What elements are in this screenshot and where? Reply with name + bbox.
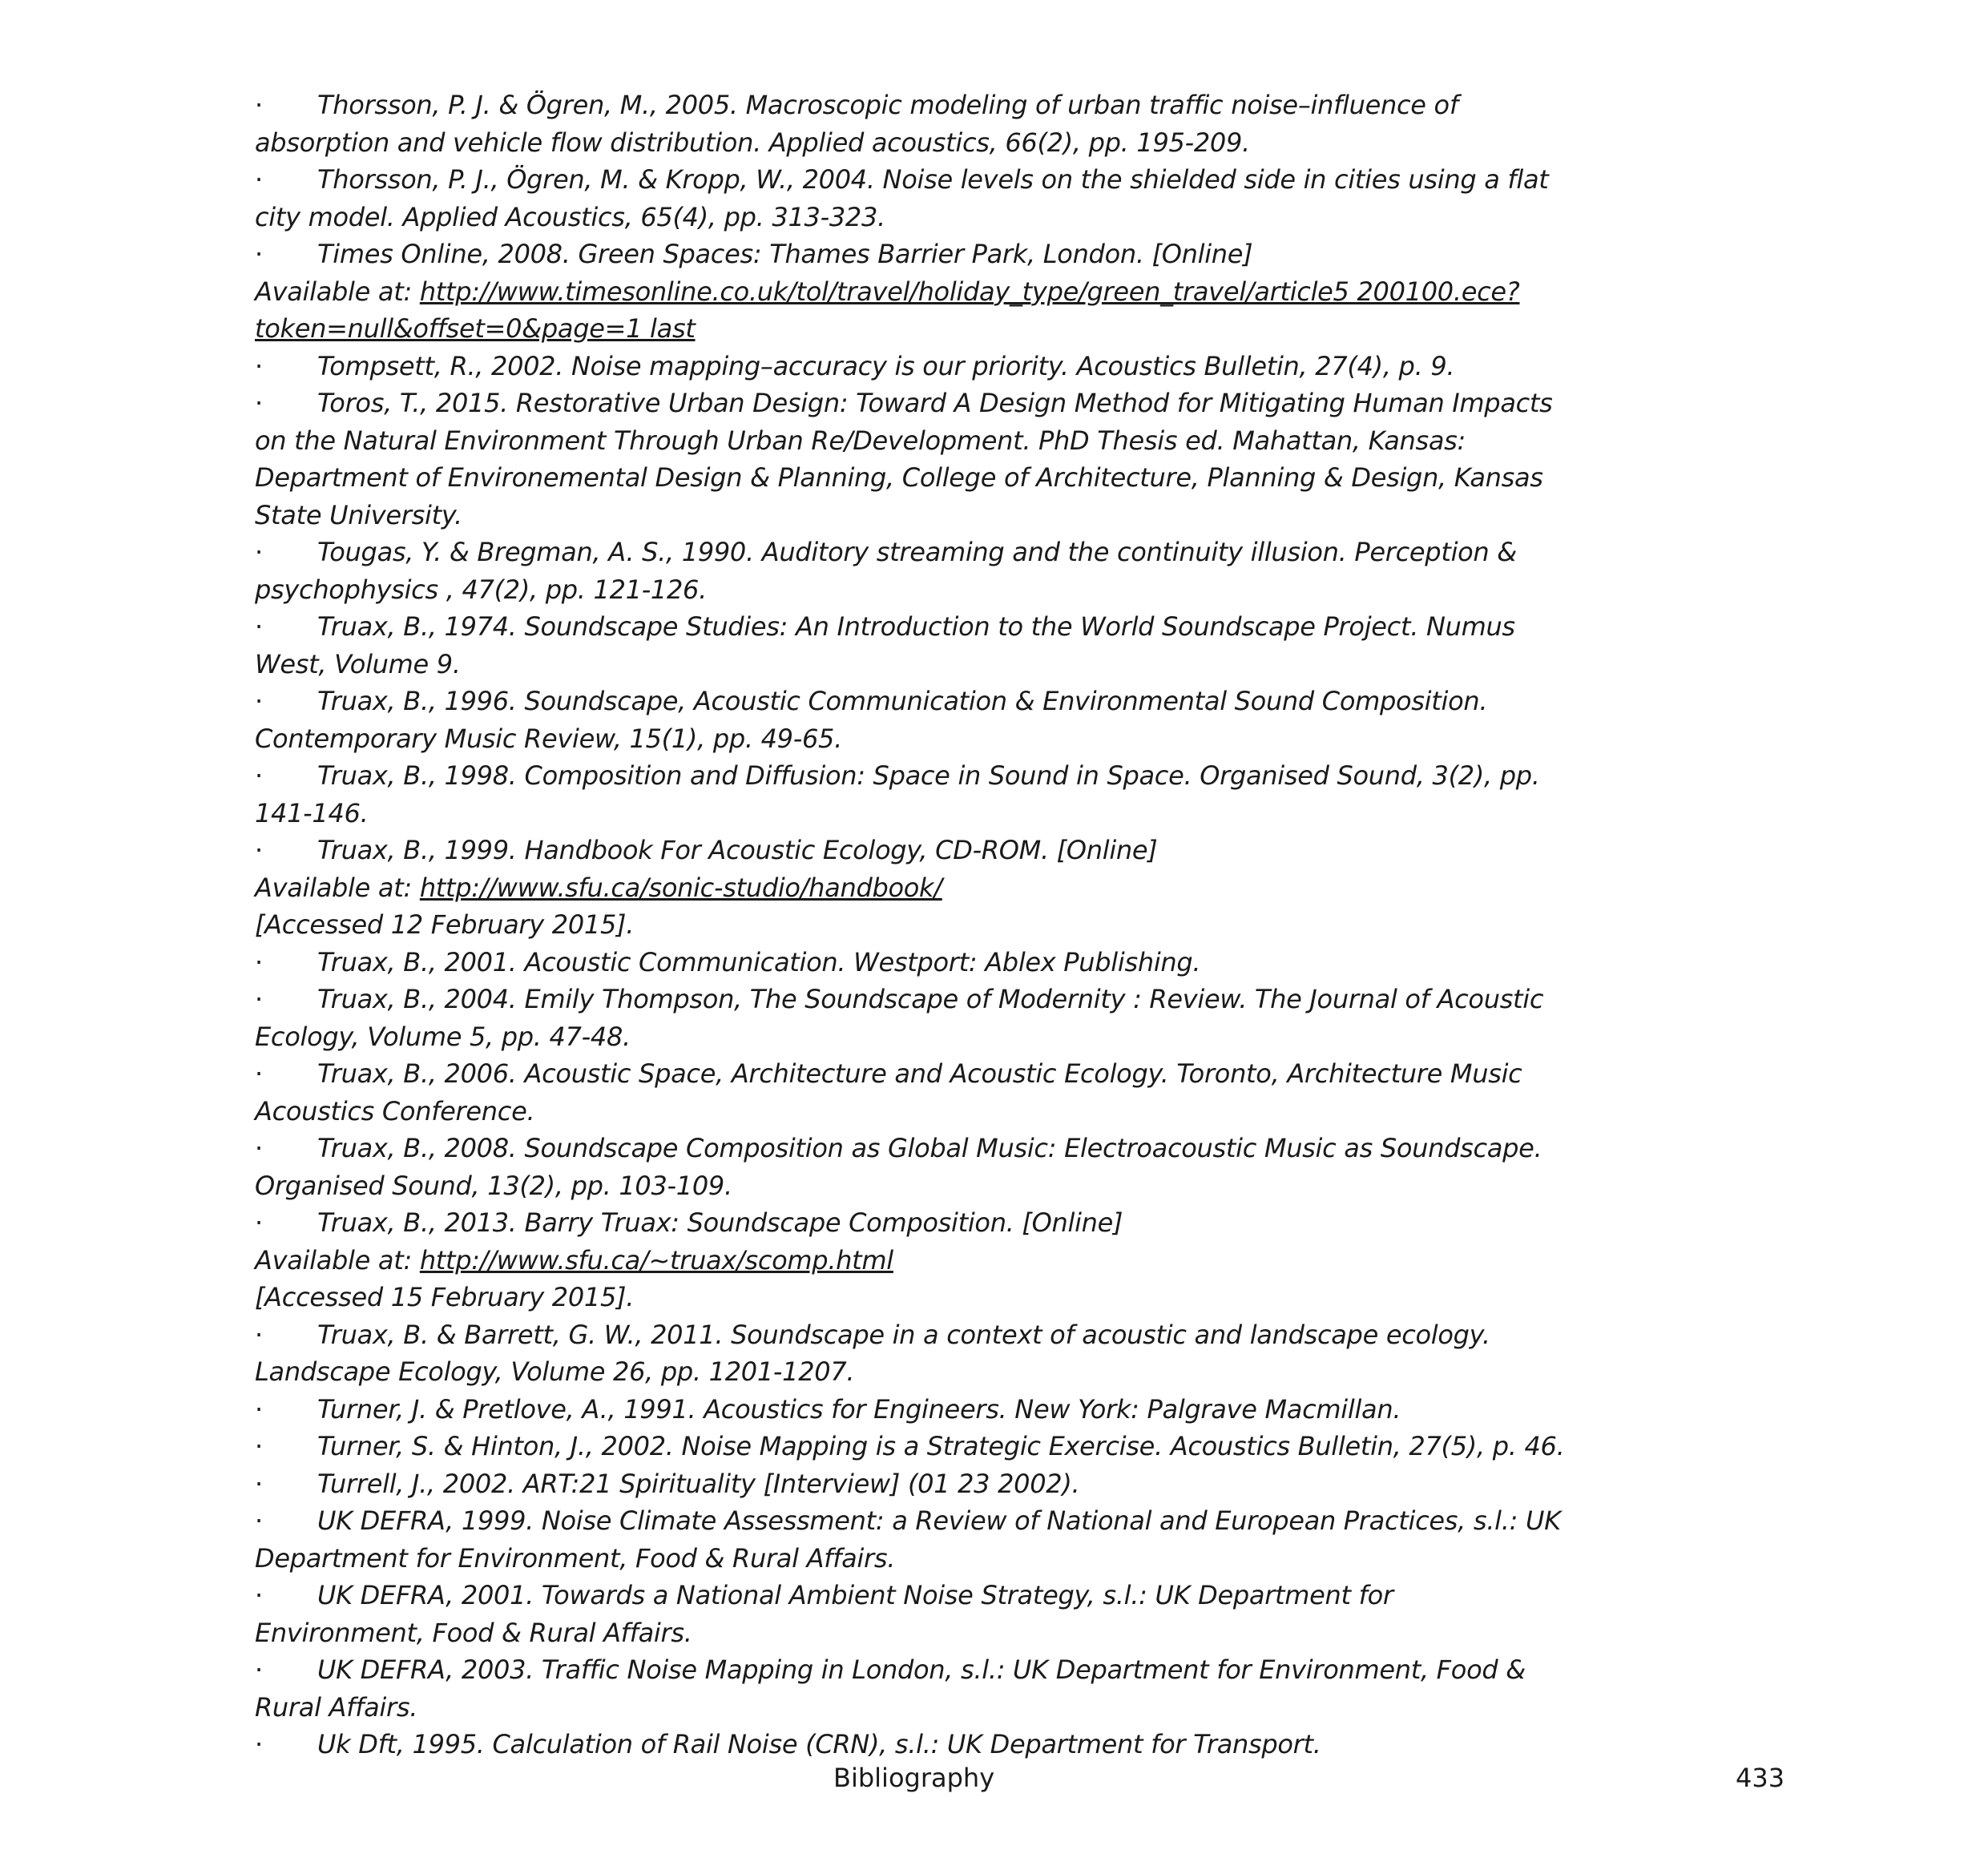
reference-entry — [255, 1391, 1569, 1429]
bullet: · — [255, 1729, 263, 1759]
reference-entry — [255, 236, 1569, 348]
reference-text: Truax, B., 2006. Acoustic Space, Architecture and Acoustic Ecology. Toronto, Architecture Music Acoustics Conference. — [255, 1058, 1522, 1126]
reference-text: UK DEFRA, 1999. Noise Climate Assessment: a Review of National and European Practices, s.l.: UK Department for Environment, Food & Rural Affairs. — [255, 1505, 1561, 1574]
bullet: · — [255, 686, 263, 716]
reference-text: Thorsson, P. J. & Ögren, M., 2005. Macroscopic modeling of urban traffic noise–influence of absorption and vehicle flow distribution. Applied acoustics, 66(2), pp. 195-209. — [255, 90, 1458, 158]
reference-link[interactable]: http://www.timesonline.co.uk/tol/travel/holiday_type/green_travel/article5 200100.ece?token=null&offset=0&page=1 last — [255, 276, 1520, 344]
reference-text: Times Online, 2008. Green Spaces: Thames Barrier Park, London. [Online] — [317, 239, 1253, 269]
reference-text: Truax, B., 1999. Handbook For Acoustic Ecology, CD-ROM. [Online] — [317, 835, 1158, 865]
reference-text: Truax, B., 1996. Soundscape, Acoustic Communication & Environmental Sound Composition. Contemporary Music Review, 15(1), pp. 49-65. — [255, 686, 1488, 754]
reference-text: Turner, S. & Hinton, J., 2002. Noise Mapping is a Strategic Exercise. Acoustics Bulletin, 27(5), p. 46. — [317, 1431, 1565, 1461]
reference-entry — [255, 757, 1569, 832]
reference-text: Tompsett, R., 2002. Noise mapping–accuracy is our priority. Acoustics Bulletin, 27(4), p. 9. — [317, 350, 1455, 381]
reference-entry — [255, 1055, 1569, 1130]
reference-text: Truax, B., 1998. Composition and Diffusion: Space in Sound in Space. Organised Sound, 3(2), pp. 141-146. — [255, 760, 1540, 828]
reference-text: Uk Dft, 1995. Calculation of Rail Noise (CRN), s.l.: UK Department for Transport. — [317, 1729, 1321, 1759]
reference-text: Truax, B., 2001. Acoustic Communication. Westport: Ablex Publishing. — [317, 946, 1201, 977]
bullet: · — [255, 760, 263, 791]
bullet: · — [255, 984, 263, 1014]
reference-entry — [255, 161, 1569, 236]
accessed-date: [Accessed 15 February 2015]. — [255, 1282, 635, 1312]
reference-text: UK DEFRA, 2003. Traffic Noise Mapping in London, s.l.: UK Department for Environment, Food & Rural Affairs. — [255, 1654, 1526, 1723]
reference-link[interactable]: http://www.sfu.ca/~truax/scomp.html — [419, 1244, 893, 1276]
bullet: · — [255, 537, 263, 567]
bullet: · — [255, 388, 263, 418]
bullet: · — [255, 1654, 263, 1685]
reference-text: Turner, J. & Pretlove, A., 1991. Acoustics for Engineers. New York: Palgrave Macmillan. — [317, 1393, 1401, 1425]
bullet: · — [255, 164, 263, 195]
reference-entry — [255, 534, 1569, 608]
reference-entry — [255, 385, 1569, 534]
reference-entry — [255, 608, 1569, 683]
reference-text: Turrell, J., 2002. ART:21 Spirituality [Interview] (01 23 2002). — [317, 1468, 1080, 1499]
reference-entry — [255, 683, 1569, 757]
bullet: · — [255, 1207, 263, 1238]
reference-entry — [255, 348, 1569, 385]
reference-entry — [255, 1577, 1569, 1651]
reference-entry — [255, 1204, 1569, 1316]
available-at-label: Available at: — [255, 1244, 420, 1276]
reference-entry — [255, 87, 1569, 161]
reference-text: Thorsson, P. J., Ögren, M. & Kropp, W., 2004. Noise levels on the shielded side in cities using a flat city model. Applied Acoustics, 65(4), pp. 313-323. — [255, 164, 1549, 232]
reference-text: UK DEFRA, 2001. Towards a National Ambient Noise Strategy, s.l.: UK Department for Environment, Food & Rural Affairs. — [255, 1580, 1393, 1648]
reference-list — [255, 87, 1569, 1763]
bullet: · — [255, 90, 263, 120]
available-at-label: Available at: — [255, 872, 420, 903]
bullet: · — [255, 350, 263, 381]
reference-entry — [255, 832, 1569, 944]
bullet: · — [255, 1505, 263, 1536]
bullet: · — [255, 611, 263, 642]
reference-entry — [255, 1428, 1569, 1465]
reference-entry — [255, 1316, 1569, 1391]
bullet: · — [255, 239, 263, 269]
accessed-date: [Accessed 12 February 2015]. — [255, 909, 635, 940]
reference-entry — [255, 1465, 1569, 1503]
bullet: · — [255, 1468, 263, 1499]
reference-entry — [255, 1130, 1569, 1204]
reference-entry — [255, 1726, 1569, 1763]
bullet: · — [255, 1580, 263, 1610]
reference-link[interactable]: http://www.sfu.ca/sonic-studio/handbook/ — [419, 872, 942, 903]
reference-text: Toros, T., 2015. Restorative Urban Design: Toward A Design Method for Mitigating Human Impacts on the Natural Environment Through Urban Re/Development. PhD Thesis ed. Mahattan, Kansas: Department of Environemental Design & Planning, College of Architecture, Planning & Design, Kansas State University. — [255, 388, 1553, 530]
bullet: · — [255, 1319, 263, 1350]
reference-entry — [255, 944, 1569, 981]
bullet: · — [255, 1393, 263, 1425]
page-number: 433 — [1736, 1763, 1785, 1793]
footer-section-title: Bibliography — [833, 1763, 995, 1793]
reference-entry — [255, 981, 1569, 1055]
reference-text: Truax, B., 2013. Barry Truax: Soundscape Composition. [Online] — [317, 1207, 1123, 1238]
bullet: · — [255, 835, 263, 865]
reference-text: Tougas, Y. & Bregman, A. S., 1990. Auditory streaming and the continuity illusion. Perception & psychophysics , 47(2), pp. 121-126. — [255, 537, 1517, 605]
available-at-label: Available at: — [255, 276, 420, 307]
bullet: · — [255, 1431, 263, 1461]
reference-text: Truax, B. & Barrett, G. W., 2011. Soundscape in a context of acoustic and landscape ecology. Landscape Ecology, Volume 26, pp. 1201-1207. — [255, 1319, 1490, 1387]
reference-text: Truax, B., 2004. Emily Thompson, The Soundscape of Modernity : Review. The Journal of Acoustic Ecology, Volume 5, pp. 47-48. — [255, 984, 1544, 1052]
reference-entry — [255, 1502, 1569, 1577]
bullet: · — [255, 1058, 263, 1089]
bullet: · — [255, 946, 263, 977]
reference-text: Truax, B., 1974. Soundscape Studies: An Introduction to the World Soundscape Project. Numus West, Volume 9. — [255, 611, 1515, 679]
reference-text: Truax, B., 2008. Soundscape Composition as Global Music: Electroacoustic Music as Soundscape. Organised Sound, 13(2), pp. 103-109. — [255, 1133, 1542, 1201]
reference-entry — [255, 1651, 1569, 1726]
bullet: · — [255, 1133, 263, 1163]
